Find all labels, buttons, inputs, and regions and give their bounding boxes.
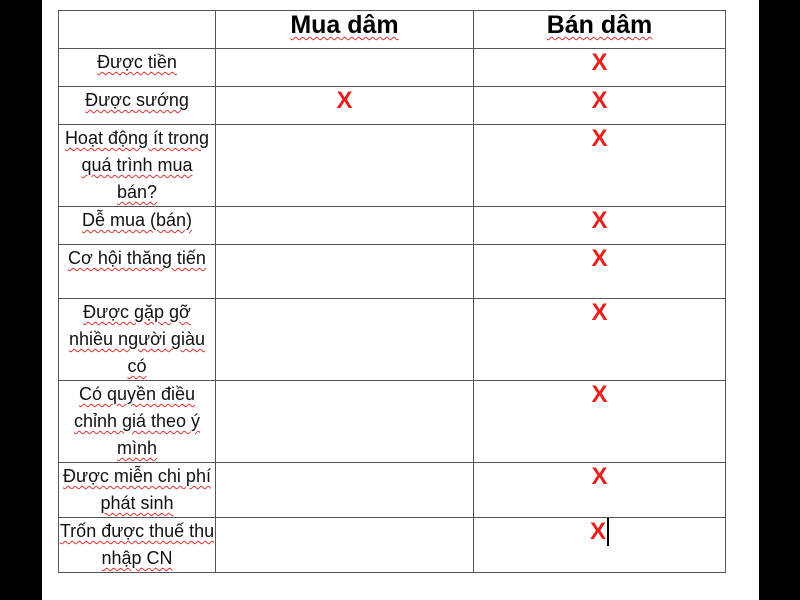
row-label: Có quyền điều chỉnh giá theo ý mình	[73, 384, 201, 458]
row-label: Được tiền	[97, 52, 177, 72]
row-label: Được miễn chi phí phát sinh	[63, 466, 211, 513]
mua-dam-cell	[216, 463, 474, 518]
row-label: Được gặp gỡ nhiều người giàu có	[69, 302, 205, 376]
mua-dam-cell	[216, 381, 474, 463]
ban-dam-cell	[474, 245, 726, 299]
mark-x: X	[589, 518, 606, 545]
row-label-cell	[59, 463, 216, 518]
ban-dam-cell[interactable]	[474, 518, 726, 573]
ban-dam-cell	[474, 463, 726, 518]
row-label-cell	[59, 381, 216, 463]
table-row	[59, 125, 726, 207]
row-label-cell	[59, 245, 216, 299]
mark-x: X	[591, 245, 608, 272]
mua-dam-cell	[216, 207, 474, 245]
row-label: Hoạt động ít trong quá trình mua bán?	[64, 128, 210, 202]
document-page	[42, 0, 759, 600]
header-row	[59, 11, 726, 49]
row-label-cell	[59, 49, 216, 87]
row-label-cell	[59, 299, 216, 381]
row-label-cell	[59, 125, 216, 207]
mark-x: X	[591, 381, 608, 408]
mark-x: X	[591, 87, 608, 114]
table-row	[59, 299, 726, 381]
table-row	[59, 518, 726, 573]
row-label-cell	[59, 207, 216, 245]
row-label: Cơ hội thăng tiến	[68, 248, 206, 268]
column-header-mua-dam	[216, 11, 474, 49]
table-row	[59, 49, 726, 87]
ban-dam-cell	[474, 381, 726, 463]
corner-cell	[59, 11, 216, 49]
ban-dam-cell	[474, 207, 726, 245]
row-label: Trốn được thuế thu nhập CN	[59, 521, 215, 568]
row-label-cell	[59, 87, 216, 125]
mua-dam-cell	[216, 299, 474, 381]
table-row	[59, 381, 726, 463]
mua-dam-cell	[216, 125, 474, 207]
comparison-table	[58, 10, 726, 573]
text-cursor	[607, 518, 609, 546]
mark-x: X	[591, 125, 608, 152]
ban-dam-cell	[474, 87, 726, 125]
column-header-ban-dam	[474, 11, 726, 49]
table-row	[59, 463, 726, 518]
mark-x: X	[591, 299, 608, 326]
ban-dam-cell	[474, 299, 726, 381]
table-row	[59, 87, 726, 125]
row-label: Dễ mua (bán)	[81, 210, 193, 230]
mark-x: X	[591, 207, 608, 234]
mua-dam-cell	[216, 87, 474, 125]
ban-dam-cell	[474, 125, 726, 207]
table-row	[59, 245, 726, 299]
column-header-label: Mua dâm	[290, 11, 399, 39]
row-label-cell	[59, 518, 216, 573]
mark-x: X	[336, 87, 353, 114]
mua-dam-cell	[216, 49, 474, 87]
mua-dam-cell	[216, 245, 474, 299]
table-row	[59, 207, 726, 245]
mark-x: X	[591, 463, 608, 490]
row-label: Được sướng	[85, 90, 189, 110]
column-header-label: Bán dâm	[546, 11, 653, 39]
ban-dam-cell	[474, 49, 726, 87]
mark-x: X	[591, 49, 608, 76]
mua-dam-cell	[216, 518, 474, 573]
